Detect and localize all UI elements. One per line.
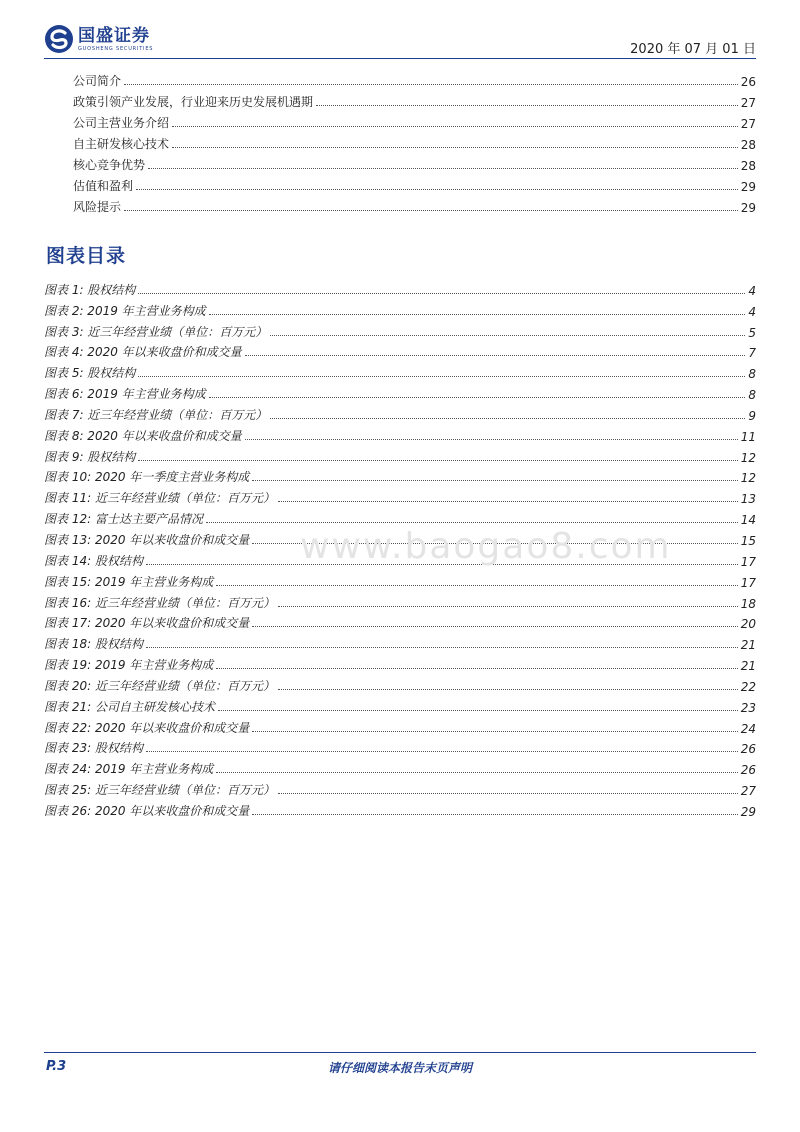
figure-toc-entry[interactable]	[44, 798, 756, 819]
toc-entry-page: 18	[740, 596, 756, 611]
toc-leader-dots	[216, 585, 737, 586]
toc-entry-page: 26	[740, 763, 756, 778]
figures-heading: 图表目录	[46, 245, 127, 267]
figure-toc-entry[interactable]	[44, 736, 756, 757]
toc-entry-page: 7	[748, 346, 756, 361]
toc-entry-page: 5	[748, 325, 756, 340]
toc-entry-page: 29	[740, 201, 756, 215]
toc-leader-dots	[270, 418, 745, 419]
toc-entry-title: 图表 11: 近三年经营业绩（单位：百万元）	[44, 491, 275, 506]
toc-entry-page: 27	[740, 784, 756, 799]
toc-entry-page: 24	[740, 721, 756, 736]
toc-leader-dots	[146, 751, 738, 752]
company-logo	[44, 24, 153, 54]
toc-leader-dots	[124, 210, 738, 211]
toc-leader-dots	[124, 84, 738, 85]
toc-leader-dots	[209, 314, 746, 315]
toc-entry-title: 图表 23: 股权结构	[44, 741, 143, 756]
toc-leader-dots	[206, 522, 738, 523]
toc-entry-title: 自主研发核心技术	[73, 137, 170, 151]
toc-leader-dots	[146, 647, 738, 648]
logo-chinese-name: 国盛证券	[78, 25, 150, 46]
toc-entry-title: 图表 9: 股权结构	[44, 449, 136, 464]
toc-entry-page: 17	[740, 575, 756, 590]
toc-leader-dots	[270, 335, 745, 336]
section-toc-entry[interactable]	[44, 131, 756, 152]
toc-entry-title: 公司主营业务介绍	[73, 116, 170, 130]
toc-entry-title: 图表 22: 2020 年以来收盘价和成交量	[44, 720, 250, 735]
figure-toc-entry[interactable]	[44, 402, 756, 423]
header-divider	[44, 58, 756, 59]
toc-entry-page: 14	[740, 513, 756, 528]
toc-entry-page: 22	[740, 679, 756, 694]
toc-entry-title: 图表 7: 近三年经营业绩（单位：百万元）	[44, 407, 268, 422]
toc-entry-title: 图表 24: 2019 年主营业务构成	[44, 762, 214, 777]
toc-entry-title: 图表 3: 近三年经营业绩（单位：百万元）	[44, 324, 268, 339]
toc-entry-page: 29	[740, 180, 756, 194]
section-toc-entry[interactable]	[44, 110, 756, 131]
toc-leader-dots	[252, 626, 737, 627]
figure-toc-entry[interactable]	[44, 485, 756, 506]
toc-entry-title: 风险提示	[73, 200, 122, 214]
figure-toc-entry[interactable]	[44, 631, 756, 652]
toc-leader-dots	[216, 772, 737, 773]
toc-entry-page: 9	[748, 408, 756, 423]
toc-leader-dots	[252, 814, 737, 815]
toc-leader-dots	[245, 439, 738, 440]
toc-leader-dots	[278, 606, 738, 607]
toc-leader-dots	[209, 397, 746, 398]
section-toc-entry[interactable]	[44, 173, 756, 194]
toc-entry-page: 29	[740, 804, 756, 819]
toc-entry-page: 11	[740, 429, 756, 444]
figure-toc-entry[interactable]	[44, 611, 756, 632]
toc-entry-page: 13	[740, 492, 756, 507]
toc-entry-page: 28	[740, 138, 756, 152]
guosheng-logo-icon	[44, 24, 74, 54]
disclaimer-note: 请仔细阅读本报告末页声明	[327, 1061, 472, 1075]
logo-english-name: GUOSHENG SECURITIES	[78, 45, 154, 52]
figure-toc-entry[interactable]	[44, 423, 756, 444]
toc-leader-dots	[148, 168, 738, 169]
toc-entry-title: 图表 25: 近三年经营业绩（单位：百万元）	[44, 783, 275, 798]
toc-entry-title: 图表 21: 公司自主研发核心技术	[44, 699, 215, 714]
toc-entry-title: 核心竞争优势	[73, 158, 146, 172]
toc-entry-page: 4	[748, 304, 756, 319]
figure-toc-entry[interactable]	[44, 277, 756, 298]
toc-entry-title: 图表 5: 股权结构	[44, 366, 136, 381]
toc-entry-title: 图表 12: 富士达主要产品情况	[44, 512, 203, 527]
toc-entry-page: 26	[740, 75, 756, 89]
toc-leader-dots	[278, 793, 738, 794]
toc-entry-title: 图表 18: 股权结构	[44, 637, 143, 652]
toc-entry-page: 26	[740, 742, 756, 757]
toc-entry-page: 20	[740, 617, 756, 632]
toc-entry-page: 27	[740, 117, 756, 131]
toc-entry-page: 8	[748, 388, 756, 403]
toc-entry-page: 12	[740, 450, 756, 465]
figure-toc-entry[interactable]	[44, 465, 756, 486]
toc-leader-dots	[252, 480, 737, 481]
toc-leader-dots	[136, 189, 738, 190]
toc-leader-dots	[172, 126, 738, 127]
toc-entry-title: 政策引领产业发展，行业迎来历史发展机遇期	[73, 95, 314, 109]
figure-toc-entry[interactable]	[44, 506, 756, 527]
toc-entry-page: 21	[740, 638, 756, 653]
toc-entry-page: 21	[740, 659, 756, 674]
toc-entry-title: 图表 14: 股权结构	[44, 553, 143, 568]
toc-entry-title: 图表 16: 近三年经营业绩（单位：百万元）	[44, 595, 275, 610]
toc-leader-dots	[138, 376, 745, 377]
page-number: P.3	[46, 1059, 67, 1074]
figure-toc-entry[interactable]	[44, 569, 756, 590]
toc-leader-dots	[252, 731, 737, 732]
figure-toc-entry[interactable]	[44, 319, 756, 340]
figure-toc-entry[interactable]	[44, 444, 756, 465]
figure-toc-entry[interactable]	[44, 652, 756, 673]
toc-leader-dots	[172, 147, 738, 148]
toc-leader-dots	[245, 355, 746, 356]
toc-entry-title: 图表 4: 2020 年以来收盘价和成交量	[44, 345, 242, 360]
toc-entry-title: 图表 19: 2019 年主营业务构成	[44, 658, 214, 673]
toc-entry-page: 8	[748, 367, 756, 382]
toc-entry-title: 图表 20: 近三年经营业绩（单位：百万元）	[44, 678, 275, 693]
toc-entry-title: 图表 13: 2020 年以来收盘价和成交量	[44, 532, 250, 547]
toc-entry-title: 图表 2: 2019 年主营业务构成	[44, 303, 206, 318]
figure-toc-entry[interactable]	[44, 715, 756, 736]
toc-entry-page: 28	[740, 159, 756, 173]
footer-divider	[44, 1052, 756, 1053]
figure-toc-entry[interactable]	[44, 298, 756, 319]
toc-entry-title: 图表 26: 2020 年以来收盘价和成交量	[44, 803, 250, 818]
toc-entry-title: 图表 8: 2020 年以来收盘价和成交量	[44, 428, 242, 443]
toc-leader-dots	[216, 668, 737, 669]
figure-toc-entry[interactable]	[44, 340, 756, 361]
section-toc-entry[interactable]	[44, 89, 756, 110]
figure-toc-entry[interactable]	[44, 673, 756, 694]
toc-entry-title: 图表 17: 2020 年以来收盘价和成交量	[44, 616, 250, 631]
figure-toc-entry[interactable]	[44, 381, 756, 402]
toc-entry-title: 图表 1: 股权结构	[44, 282, 136, 297]
toc-entry-title: 估值和盈利	[73, 179, 134, 193]
section-toc-entry[interactable]	[44, 152, 756, 173]
toc-leader-dots	[278, 689, 738, 690]
section-toc-entry[interactable]	[44, 68, 756, 89]
toc-entry-page: 17	[740, 554, 756, 569]
section-toc-entry[interactable]	[44, 194, 756, 215]
toc-leader-dots	[316, 105, 738, 106]
figure-toc-entry[interactable]	[44, 756, 756, 777]
toc-entry-page: 4	[748, 283, 756, 298]
toc-entry-title: 图表 6: 2019 年主营业务构成	[44, 387, 206, 402]
toc-entry-page: 15	[740, 533, 756, 548]
toc-leader-dots	[218, 710, 738, 711]
toc-entry-title: 公司简介	[73, 74, 122, 88]
report-date: 2020 年 07 月 01 日	[630, 42, 756, 57]
toc-entry-page: 27	[740, 96, 756, 110]
toc-leader-dots	[138, 460, 737, 461]
toc-entry-title: 图表 15: 2019 年主营业务构成	[44, 574, 214, 589]
figure-toc-entry[interactable]	[44, 777, 756, 798]
toc-leader-dots	[278, 501, 738, 502]
figure-toc-entry[interactable]	[44, 360, 756, 381]
watermark: www.baogao8.com	[300, 526, 672, 567]
toc-entry-title: 图表 10: 2020 年一季度主营业务构成	[44, 470, 250, 485]
toc-entry-page: 23	[740, 700, 756, 715]
figure-toc-entry[interactable]	[44, 694, 756, 715]
toc-entry-page: 12	[740, 471, 756, 486]
page-header	[44, 24, 756, 58]
section-toc	[44, 68, 756, 215]
figure-toc-entry[interactable]	[44, 590, 756, 611]
toc-leader-dots	[138, 293, 745, 294]
